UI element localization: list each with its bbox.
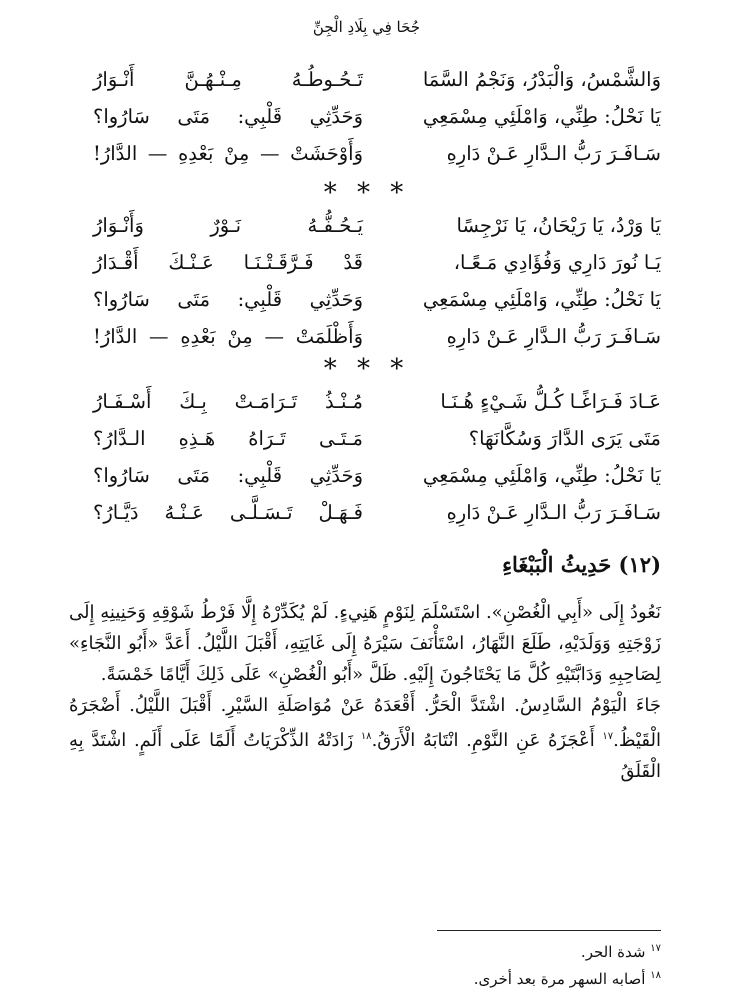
verse-second-hemistich: تَـحُـوطُـهُ مِـنْـهُـنَّ أَنْـوَارُ: [93, 68, 363, 91]
chapter-title: (١٢) حَدِيثُ الْبَبْغَاءِ: [502, 552, 661, 577]
verse-first-hemistich: سَـافَـرَ رَبُّ الـدَّارِ عَـنْ دَارِهِ: [446, 325, 661, 348]
verse-first-hemistich: سَـافَـرَ رَبُّ الـدَّارِ عَـنْ دَارِهِ: [446, 501, 661, 524]
paragraph-text: جَاءَ الْيَوْمُ السَّادِسُ. اشْتَدَّ الْحَرُّ. أَقْعَدَهُ عَنْ مُوَاصَلَةِ السَّيْرِ. أَقْبَلَ اللَّيْلُ. أَضْجَرَهُ الْقَيْظُ.: [69, 695, 661, 751]
footnote-number: ١٧: [650, 943, 661, 954]
paragraph: [69, 690, 661, 787]
prose-body: [69, 597, 661, 787]
footnote-number: ١٨: [650, 970, 661, 981]
footnote-ref: ١٨: [360, 731, 372, 742]
paragraph-text: أَعْجَزَهُ عَنِ النَّوْمِ. انْتَابَهُ الْأَرَقُ.: [371, 730, 595, 751]
stanza: [0, 390, 733, 538]
footnote-text: أصابه السهر مرة بعد أخرى.: [473, 970, 646, 988]
verse-line: [0, 427, 733, 464]
footnotes: [261, 937, 661, 991]
verse-line: [0, 464, 733, 501]
verse-second-hemistich: وَأَوْحَشَتْ — مِنْ بَعْدِهِ — الدَّارُ!: [93, 142, 363, 165]
stanza-separator: * * *: [323, 178, 410, 208]
verse-first-hemistich: يَا نَحْلُ: طِنِّي، وَامْلَئِي مِسْمَعِي: [422, 464, 661, 487]
verse-second-hemistich: فَـهَـلْ تَـسَـلَّـى عَـنْـهُ دَيَّـارُ؟: [93, 501, 363, 524]
verse-second-hemistich: وَحَدِّثِي قَلْبِي: مَتَى سَارُوا؟: [93, 288, 363, 311]
verse-line: [0, 105, 733, 142]
verse-first-hemistich: عَـادَ فَـرَاغًـا كُـلُّ شَـيْءٍ هُـنَـا: [440, 390, 661, 413]
verse-line: [0, 214, 733, 251]
verse-second-hemistich: مَـتَـى تَـرَاهُ هَـذِهِ الـدَّارُ؟: [93, 427, 363, 450]
verse-line: [0, 251, 733, 288]
verse-line: [0, 68, 733, 105]
stanza: [0, 68, 733, 179]
footnote-ref: ١٧: [602, 731, 614, 742]
verse-first-hemistich: يَا نَحْلُ: طِنِّي، وَامْلَئِي مِسْمَعِي: [422, 105, 661, 128]
verse-line: [0, 288, 733, 325]
stanza: [0, 214, 733, 362]
verse-second-hemistich: يَـحُـفُّـهُ نَـوْرٌ وَأَنْـوَارُ: [93, 214, 363, 237]
verse-line: [0, 142, 733, 179]
stanza-separator: * * *: [323, 354, 410, 384]
verse-second-hemistich: وَحَدِّثِي قَلْبِي: مَتَى سَارُوا؟: [93, 105, 363, 128]
verse-first-hemistich: يَا نَحْلُ: طِنِّي، وَامْلَئِي مِسْمَعِي: [422, 288, 661, 311]
verse-second-hemistich: وَحَدِّثِي قَلْبِي: مَتَى سَارُوا؟: [93, 464, 363, 487]
verse-second-hemistich: مُـنْـذُ تَـرَامَـتْ بِـكَ أَسْـفَـارُ: [93, 390, 363, 413]
verse-first-hemistich: يَـا نُورَ دَارِي وَفُؤَادِي مَـعًـا،: [453, 251, 661, 274]
verse-first-hemistich: سَـافَـرَ رَبُّ الـدَّارِ عَـنْ دَارِهِ: [446, 142, 661, 165]
verse-second-hemistich: قَدْ فَـرَّقَـتْـنَـا عَـنْـكَ أَقْـدَارُ: [93, 251, 363, 274]
verse-line: [0, 390, 733, 427]
verse-first-hemistich: وَالشَّمْسُ، وَالْبَدْرُ، وَنَجْمُ السَّمَا: [422, 68, 661, 91]
footnote-divider: [437, 930, 661, 931]
paragraph-text: زَادَتْهُ الذِّكْرَيَاتُ أَلَمًا عَلَى أَلَمٍ. اشْتَدَّ بِهِ الْقَلَقُ: [69, 730, 661, 782]
paragraph: [69, 597, 661, 690]
footnote: [261, 937, 661, 964]
footnote-text: شدة الحر.: [580, 943, 646, 961]
verse-first-hemistich: مَتَى يَرَى الدَّارَ وَسُكَّانَهَا؟: [468, 427, 661, 450]
running-head: جُحَا فِي بِلَادِ الْجِنِّ: [312, 18, 421, 36]
verse-first-hemistich: يَا وَرْدُ، يَا رَيْحَانُ، يَا نَرْجِسًا: [456, 214, 661, 237]
verse-line: [0, 501, 733, 538]
verse-second-hemistich: وَأَظْلَمَتْ — مِنْ بَعْدِهِ — الدَّارُ!: [93, 325, 363, 348]
footnote: [261, 964, 661, 991]
paragraph-text: نَعُودُ إِلَى «أَبِي الْغُصْنِ». اسْتَسْلَمَ لِنَوْمٍ هَنِيءٍ. لَمْ يُكَدِّرْهُ إِلَّا فَرْطُ شَوْقِهِ وَحَنِينِهِ إِلَى زَوْجَتِهِ وَوَلَدَيْهِ، طَلَعَ النَّهَارُ، اسْتَأْنَفَ سَيْرَهُ إِلَى غَايَتِهِ، أَقْبَلَ اللَّيْلُ. أَعَدَّ «أَبُو النَّجَاءِ» لِصَاحِبِهِ وَدَابَّتَيْهِ كُلَّ مَا يَحْتَاجُونَ إِلَيْهِ. ظَلَّ «أَبُو الْغُصْنِ» عَلَى ذَلِكَ أَيَّامًا خَمْسَةً.: [69, 602, 661, 685]
